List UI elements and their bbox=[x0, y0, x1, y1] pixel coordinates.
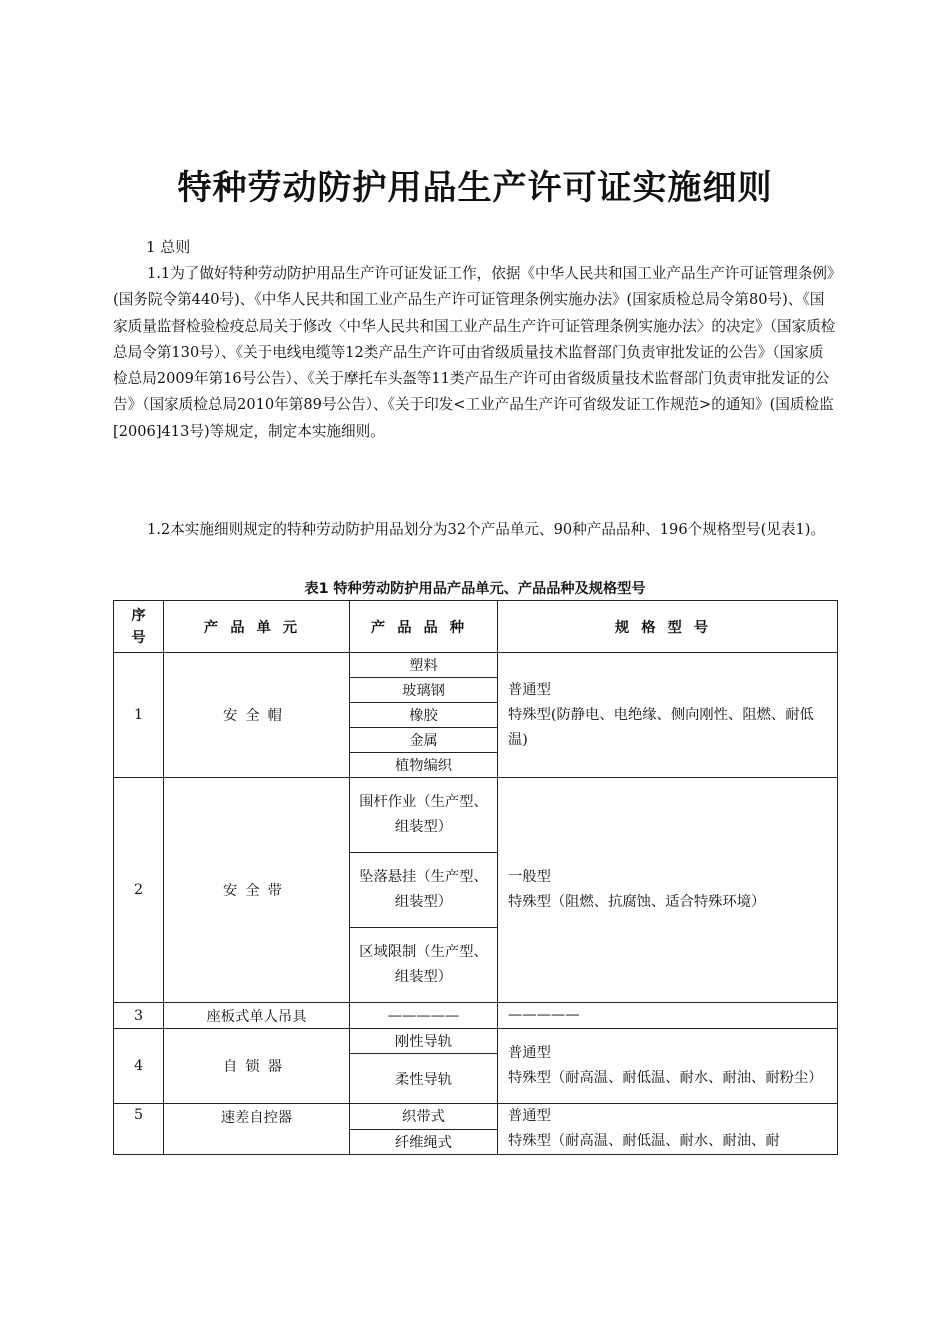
table-row bbox=[114, 1003, 838, 1029]
row-unit: 自锁器 bbox=[164, 1029, 350, 1104]
row-unit: 速差自控器 bbox=[164, 1104, 350, 1155]
row-unit: 座板式单人吊具 bbox=[164, 1003, 350, 1029]
row-unit: 安全帽 bbox=[164, 653, 350, 778]
paragraph-text: 1.1为了做好特种劳动防护用品生产许可证发证工作，依据《中华人民共和国工业产品生产许可证管理条例》(国务院令第440号)、《中华人民共和国工业产品生产许可证管理条例实施办法》(国家质检总局令第80号)、《国家质量监督检验检疫总局关于修改〈中华人民共和国工业产品生产许可证管理条例实施办法〉的决定》（国家质检总局令第130号）、《关于电线电缆等12类产品生产许可由省级质量技术监督部门负责审批发证的公告》（国家质检总局2009年第16号公告）、《关于摩托车头盔等11类产品生产许可由省级质量技术监督部门负责审批发证的公告》（国家质检总局2010年第89号公告）、《关于印发<工业产品生产许可省级发证工作规范>的通知》(国质检监[2006]413号)等规定，制定本实施细则。 bbox=[113, 265, 836, 440]
header-no: 序号 bbox=[114, 601, 164, 653]
row-variety: 围杆作业（生产型、组装型） bbox=[350, 778, 498, 853]
spec-line: 特殊型(防静电、电绝缘、侧向刚性、阻燃、耐低温) bbox=[508, 706, 814, 748]
row-variety: 刚性导轨 bbox=[350, 1029, 498, 1054]
row-variety: 柔性导轨 bbox=[350, 1054, 498, 1104]
row-spec bbox=[498, 1104, 838, 1155]
table-row bbox=[114, 1029, 838, 1054]
row-spec bbox=[498, 653, 838, 778]
paragraph-text: 1.2本实施细则规定的特种劳动防护用品划分为32个产品单元、90种产品品种、196个规格型号(见表1)。 bbox=[147, 521, 826, 538]
header-variety: 产品品种 bbox=[350, 601, 498, 653]
row-variety: 玻璃钢 bbox=[350, 678, 498, 703]
row-spec bbox=[498, 1029, 838, 1104]
row-no: 5 bbox=[114, 1104, 164, 1155]
spec-line: 一般型 bbox=[508, 869, 551, 885]
paragraph-1-2 bbox=[113, 517, 838, 543]
table-header-row bbox=[114, 601, 838, 653]
row-variety: 纤维绳式 bbox=[350, 1129, 498, 1155]
row-variety: 橡胶 bbox=[350, 703, 498, 728]
row-no: 1 bbox=[114, 653, 164, 778]
paragraph-1-1 bbox=[113, 261, 838, 445]
table-row bbox=[114, 1104, 838, 1130]
row-no: 3 bbox=[114, 1003, 164, 1029]
row-variety: 塑料 bbox=[350, 653, 498, 678]
row-spec: ————— bbox=[498, 1003, 838, 1029]
row-variety: 金属 bbox=[350, 728, 498, 753]
row-variety: 区域限制（生产型、组装型） bbox=[350, 928, 498, 1003]
table-caption: 表1 特种劳动防护用品产品单元、产品品种及规格型号 bbox=[304, 581, 646, 597]
table-row bbox=[114, 653, 838, 678]
row-variety: ————— bbox=[350, 1003, 498, 1029]
row-variety: 织带式 bbox=[350, 1104, 498, 1130]
header-spec: 规格型号 bbox=[498, 601, 838, 653]
table-row bbox=[114, 778, 838, 853]
row-variety: 坠落悬挂（生产型、组装型） bbox=[350, 853, 498, 928]
header-unit: 产品单元 bbox=[164, 601, 350, 653]
row-variety: 植物编织 bbox=[350, 753, 498, 778]
spec-line: 特殊型（耐高温、耐低温、耐水、耐油、耐 bbox=[508, 1133, 780, 1149]
spec-line: 特殊型（阻燃、抗腐蚀、适合特殊环境） bbox=[508, 894, 766, 910]
spec-line: 特殊型（耐高温、耐低温、耐水、耐油、耐粉尘） bbox=[508, 1070, 823, 1086]
document-title: 特种劳动防护用品生产许可证实施细则 bbox=[177, 168, 773, 208]
row-spec bbox=[498, 778, 838, 1003]
spec-line: 普通型 bbox=[508, 1045, 551, 1061]
row-no: 4 bbox=[114, 1029, 164, 1104]
spec-line: 普通型 bbox=[508, 1108, 551, 1124]
row-unit: 安全带 bbox=[164, 778, 350, 1003]
row-no: 2 bbox=[114, 778, 164, 1003]
section-heading: 1 总则 bbox=[146, 238, 191, 256]
product-table bbox=[113, 600, 838, 1155]
spec-line: 普通型 bbox=[508, 681, 551, 698]
